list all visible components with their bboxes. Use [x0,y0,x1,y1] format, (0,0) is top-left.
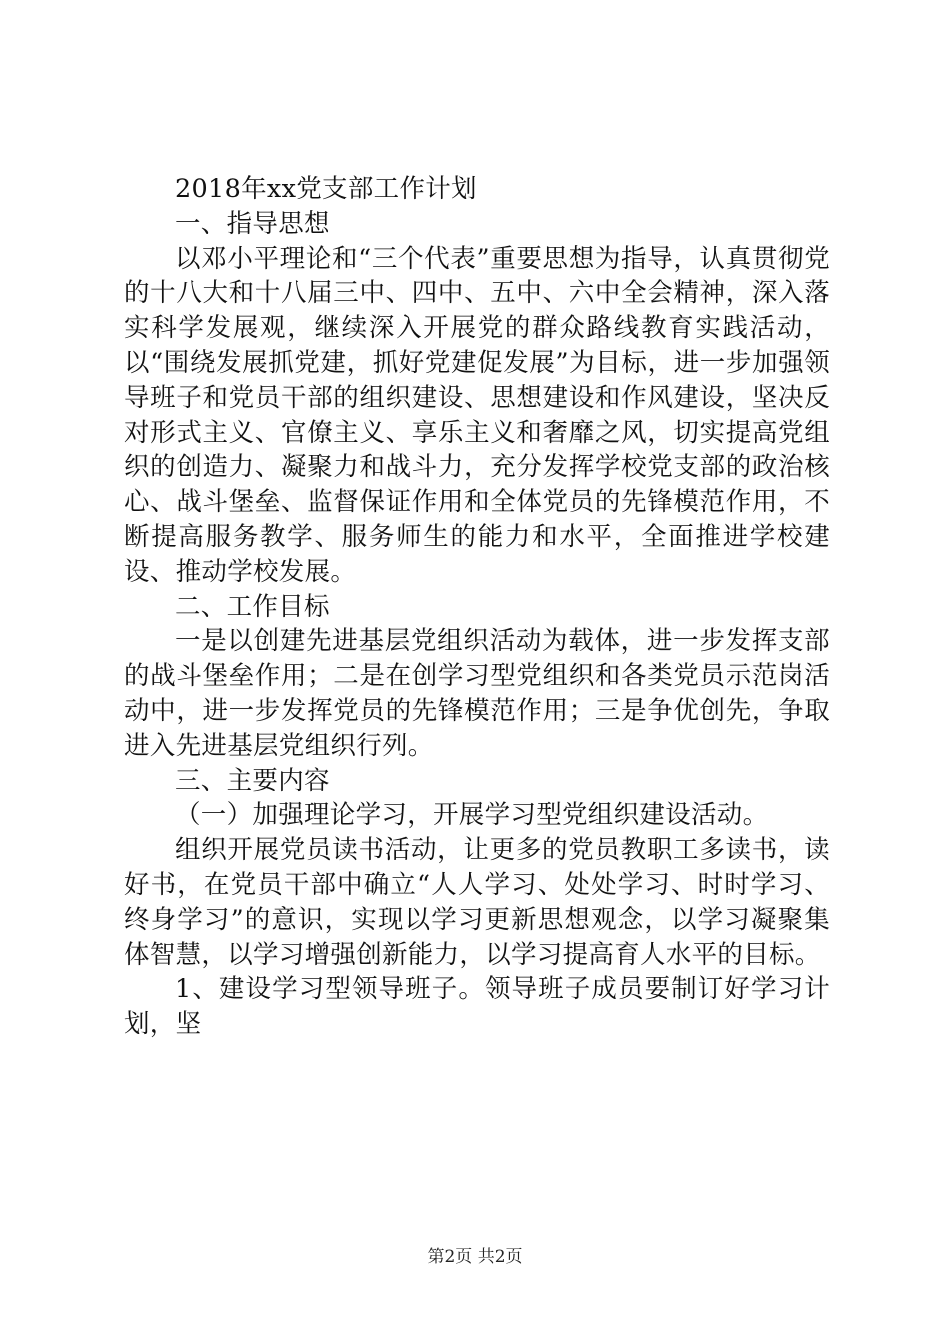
paragraph-reading-activity: 组织开展党员读书活动，让更多的党员教职工多读书，读好书，在党员干部中确立“人人学习、处处学习、时时学习、终身学习”的意识，实现以学习更新思想观念，以学习凝聚集体智慧，以学习增强创新能力，以学习提高育人水平的目标。 [124,835,830,970]
subsection-heading-theory-study: （一）加强理论学习，开展学习型党组织建设活动。 [175,800,769,831]
section-heading-main-content: 三、主要内容 [175,765,330,796]
document-body [124,172,830,1042]
paragraph-work-goals: 一是以创建先进基层党组织活动为载体，进一步发挥支部的战斗堡垒作用；二是在创学习型党组织和各类党员示范岗活动中，进一步发挥党员的先锋模范作用；三是争优创先，争取进入先进基层党组织行列。 [124,626,830,761]
paragraph-guiding-ideology: 以邓小平理论和“三个代表”重要思想为指导，认真贯彻党的十八大和十八届三中、四中、五中、六中全会精神，深入落实科学发展观，继续深入开展党的群众路线教育实践活动，以“围绕发展抓党建，抓好党建促发展”为目标，进一步加强领导班子和党员干部的组织建设、思想建设和作风建设，坚决反对形式主义、官僚主义、享乐主义和奢靡之风，切实提高党组织的创造力、凝聚力和战斗力，充分发挥学校党支部的政治核心、战斗堡垒、监督保证作用和全体党员的先锋模范作用，不断提高服务教学、服务师生的能力和水平，全面推进学校建设、推动学校发展。 [124,243,830,587]
document-title: 2018年xx党支部工作计划 [175,174,477,204]
section-heading-work-goals: 二、工作目标 [175,591,330,622]
page-number: 第2页 共2页 [427,1247,523,1267]
page-footer [0,1242,950,1267]
paragraph-learning-leadership: 1、建设学习型领导班子。领导班子成员要制订好学习计划，坚 [124,974,830,1040]
section-heading-guiding-ideology: 一、指导思想 [175,208,330,239]
